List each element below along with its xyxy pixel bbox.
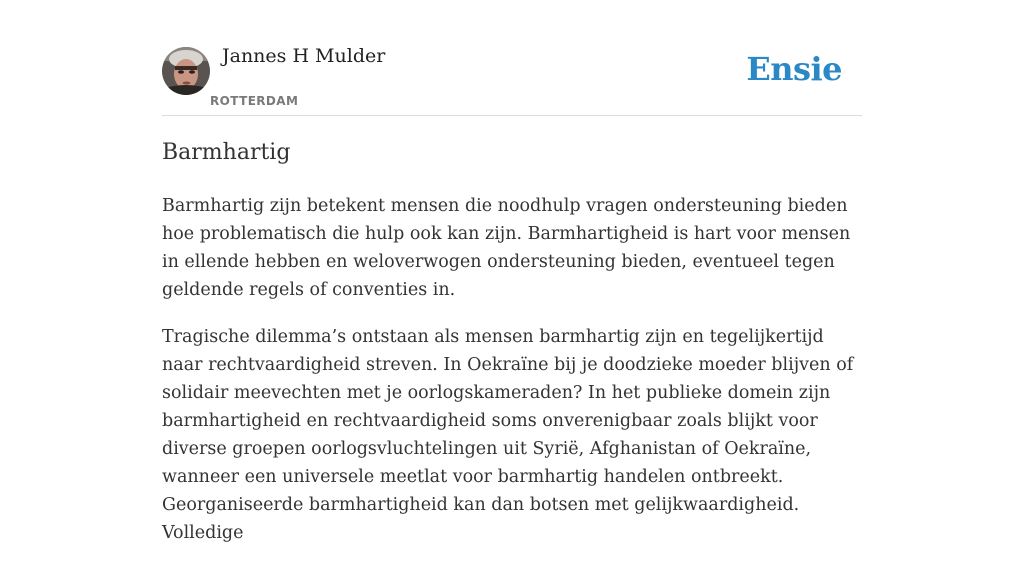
article-header [162,0,862,116]
article-paragraph: Tragische dilemma’s ontstaan als mensen barmhartig zijn en tegelijkertijd naar rechtvaardigheid streven. In Oekraïne bij je doodzieke moeder blijven of solidair meevechten met je oorlogskameraden? In het publieke domein zijn barmhartigheid en rechtvaardigheid soms onverenigbaar zoals blijkt voor diverse groepen oorlogsvluchtelingen uit Syrië, Afghanistan of Oekraïne, wanneer een universele meetlat voor barmhartig handelen ontbreekt. Georganiseerde barmhartigheid kan dan botsen met gelijkwaardigheid. Volledige [162,327,854,543]
article-paragraph: Barmhartig zijn betekent mensen die noodhulp vragen ondersteuning bieden hoe problematisch die hulp ook kan zijn. Barmhartigheid is hart voor mensen in ellende hebben en weloverwogen ondersteuning bieden, eventueel tegen geldende regels of conventies in. [162,196,851,300]
author-location: ROTTERDAM [210,94,299,108]
ensie-logo[interactable]: Ensie [746,50,842,88]
article-card [162,0,862,543]
article-body [162,192,862,566]
article-title: Barmhartig [162,140,291,165]
author-name[interactable]: Jannes H Mulder [222,45,386,67]
author-avatar[interactable] [162,47,210,95]
user-photo-icon [162,47,210,95]
